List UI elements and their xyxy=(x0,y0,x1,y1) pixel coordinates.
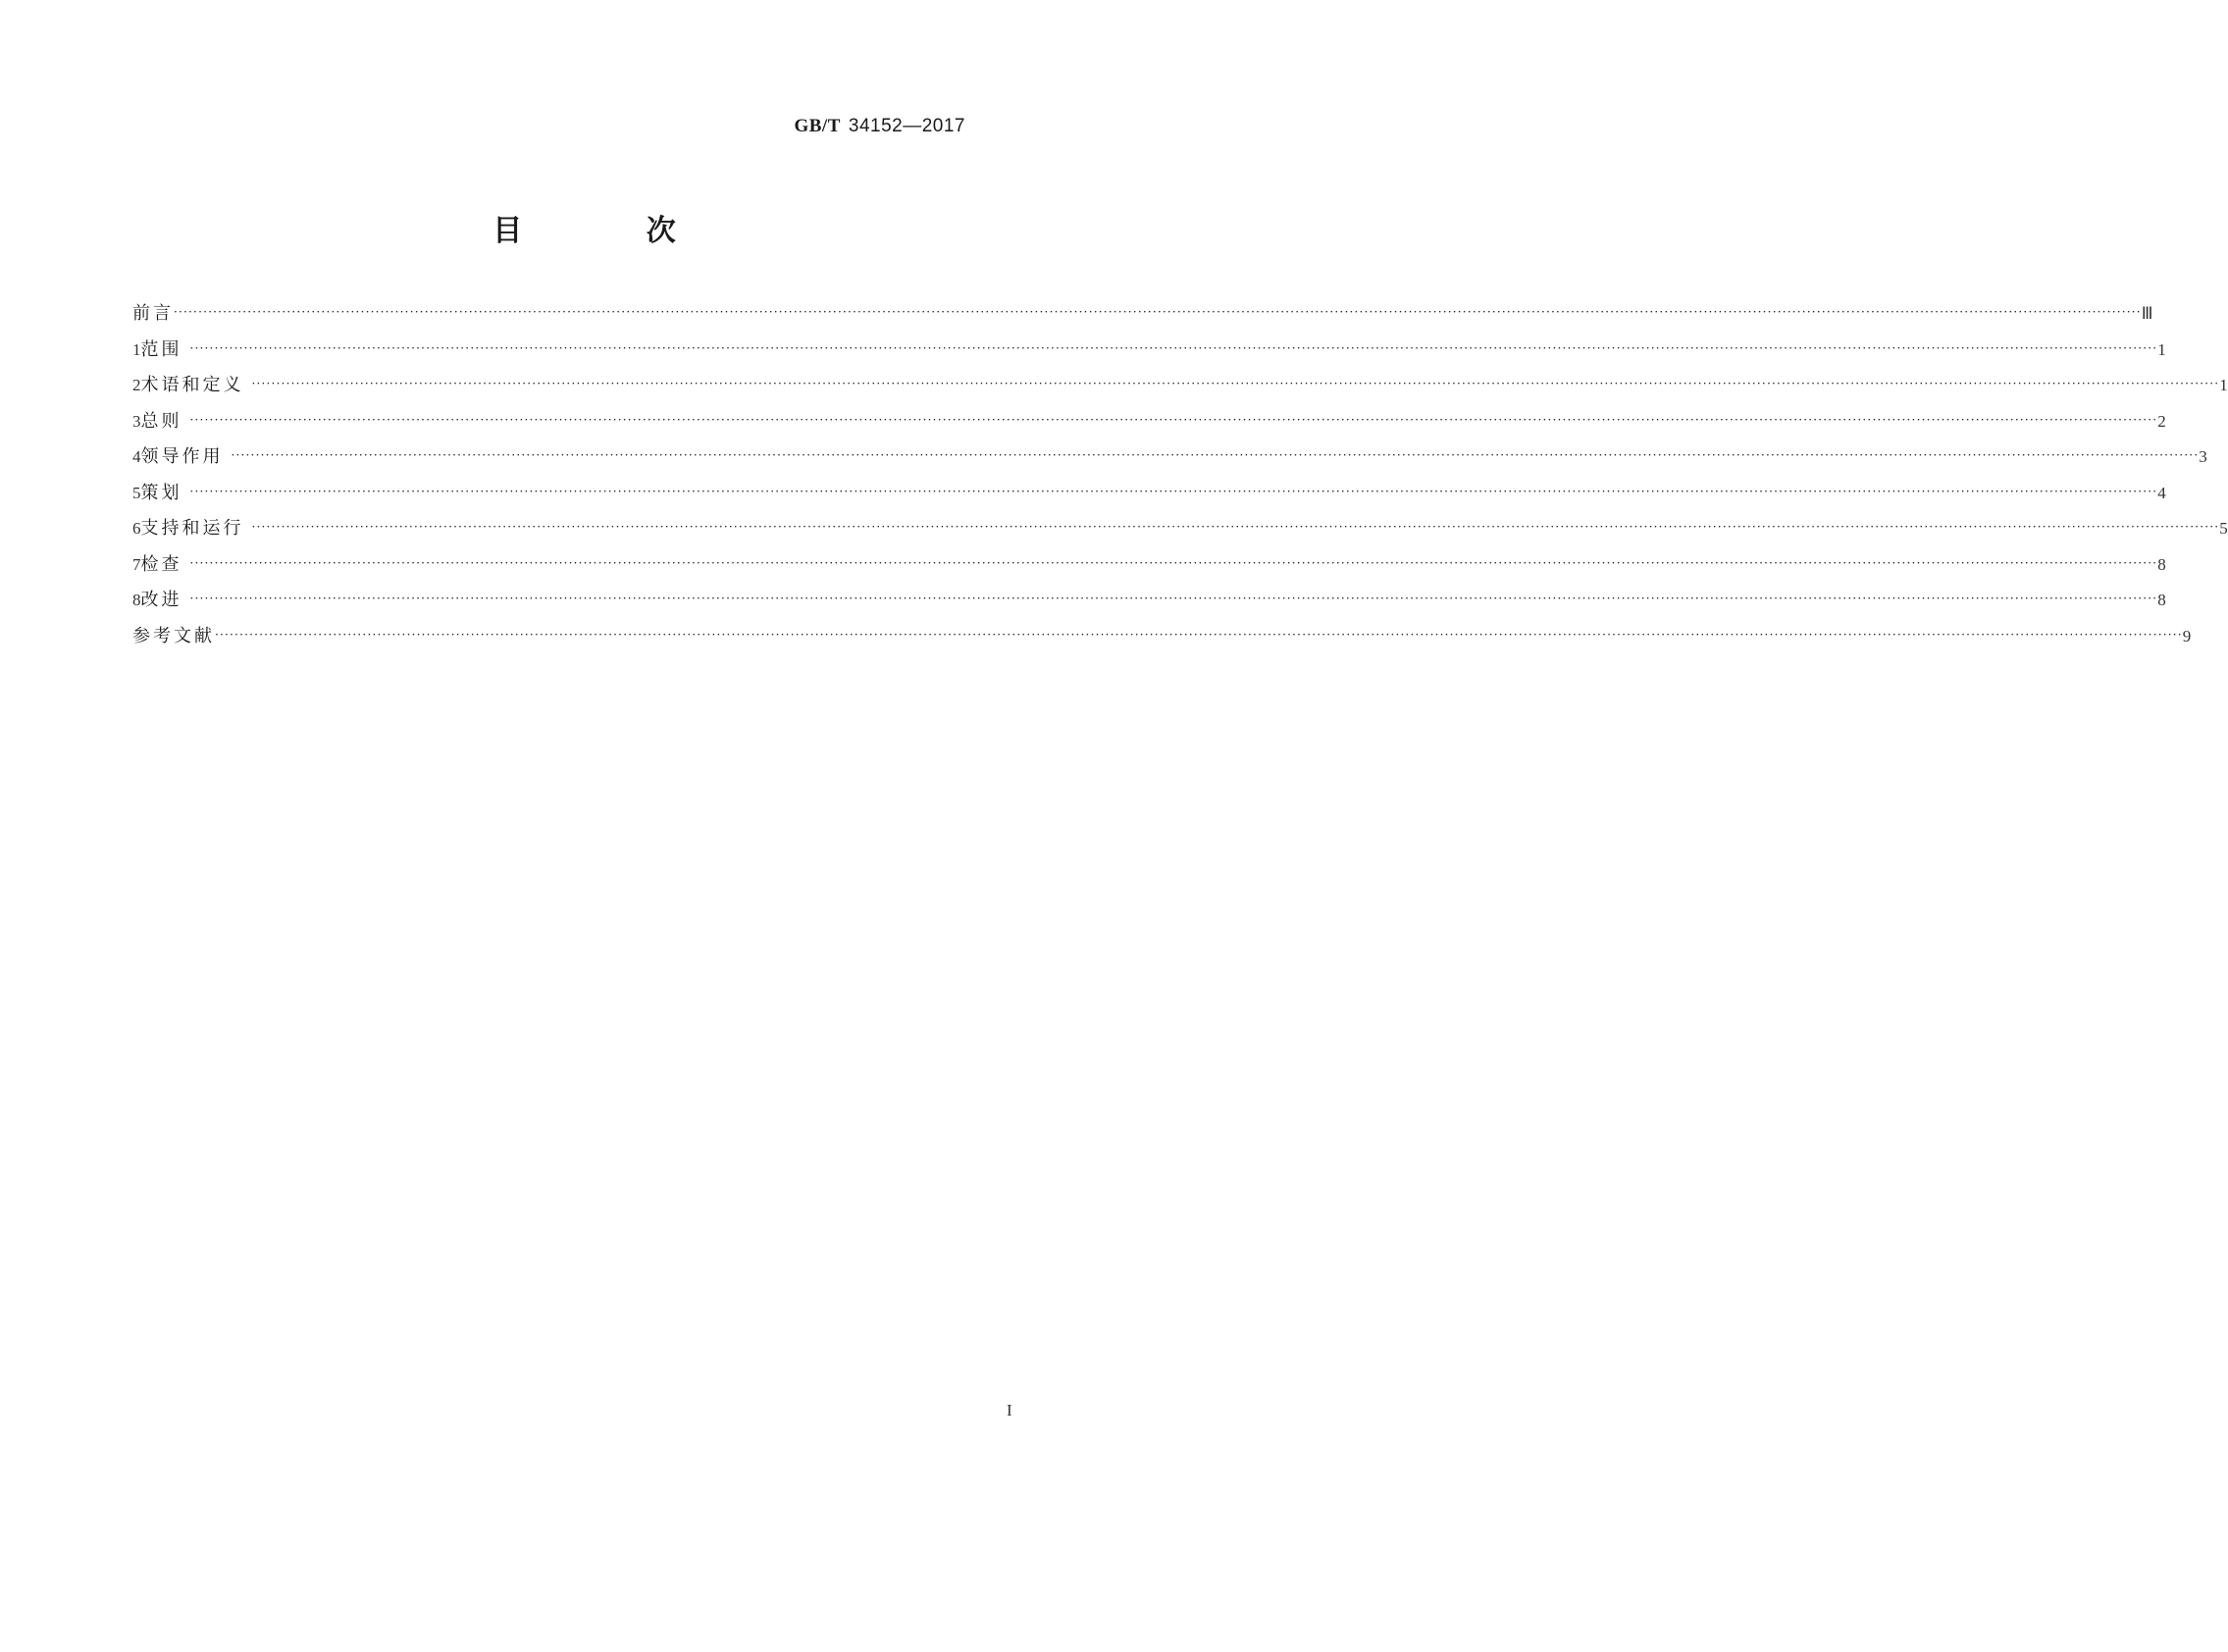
standard-number: 34152—2017 xyxy=(848,116,965,136)
toc-leader-dots: ················································································································································································································································································································································································································ xyxy=(215,627,2183,642)
toc-entry-page: 4 xyxy=(2157,483,2166,502)
toc-entry-number: 8 xyxy=(132,591,141,609)
toc-entry-page: 8 xyxy=(2157,591,2166,609)
toc-entry-label: 领导作用 xyxy=(140,446,224,467)
toc-entry-page: 1 xyxy=(2219,376,2228,394)
standard-code xyxy=(794,116,965,137)
toc-entry-label: 前言 xyxy=(132,303,174,324)
toc-entry-number: 7 xyxy=(132,554,141,574)
toc-entry-improvement[interactable] xyxy=(132,583,2166,619)
toc-leader-dots: ················································································································································································································································································································································································································ xyxy=(251,377,2220,390)
toc-entry-bibliography[interactable] xyxy=(132,619,2192,655)
toc-entry-label: 术语和定义 xyxy=(140,375,244,395)
toc-entry-label: 改进 xyxy=(140,590,182,610)
toc-leader-dots: ················································································································································································································································································································································································································ xyxy=(251,520,2220,534)
toc-entry-number: 3 xyxy=(132,411,141,431)
toc-entry-number: 2 xyxy=(132,376,141,394)
page-title: 目 次 xyxy=(492,214,733,248)
toc-entry-scope[interactable] xyxy=(132,333,2166,369)
toc-entry-label: 参考文献 xyxy=(132,625,215,646)
standard-prefix: GB/T xyxy=(794,116,841,136)
toc-leader-dots: ················································································································································································································································································································································································································ xyxy=(189,412,2158,427)
toc-entry-page: 5 xyxy=(2219,519,2228,538)
toc-entry-page: 8 xyxy=(2157,554,2166,574)
toc-entry-number: 5 xyxy=(132,483,141,502)
toc-leader-dots: ················································································································································································································································································································································································································ xyxy=(189,484,2158,498)
toc-entry-label: 策划 xyxy=(140,482,182,503)
page-number: I xyxy=(1007,1401,1012,1420)
toc-entry-terms[interactable] xyxy=(132,368,2228,404)
toc-entry-label: 总则 xyxy=(140,410,182,432)
toc-entry-foreword[interactable] xyxy=(132,296,2153,333)
toc-leader-dots: ················································································································································································································································································································································································································ xyxy=(231,448,2200,462)
toc-entry-label: 检查 xyxy=(140,553,182,575)
toc-entry-label: 支持和运行 xyxy=(140,518,244,539)
toc-leader-dots: ················································································································································································································································································································································································································ xyxy=(189,592,2158,605)
toc-leader-dots: ················································································································································································································································································································································································································ xyxy=(174,305,2142,319)
toc-entry-page: 2 xyxy=(2157,411,2166,431)
toc-entry-page: Ⅲ xyxy=(2141,304,2153,323)
toc-entry-number: 1 xyxy=(132,339,141,359)
toc-entry-number: 4 xyxy=(132,447,141,466)
toc-entry-page: 9 xyxy=(2182,626,2192,645)
toc-entry-leadership[interactable] xyxy=(132,439,2207,476)
table-of-contents xyxy=(132,296,2228,654)
toc-entry-support-operation[interactable] xyxy=(132,511,2228,547)
toc-leader-dots: ················································································································································································································································································································································································································ xyxy=(189,555,2158,570)
toc-entry-page: 1 xyxy=(2157,339,2166,359)
toc-entry-general[interactable] xyxy=(132,404,2166,440)
toc-entry-number: 6 xyxy=(132,519,141,538)
toc-entry-checking[interactable] xyxy=(132,547,2166,584)
toc-entry-page: 3 xyxy=(2199,447,2207,466)
toc-entry-planning[interactable] xyxy=(132,476,2166,512)
toc-leader-dots: ················································································································································································································································································································································································································ xyxy=(189,340,2158,355)
toc-entry-label: 范围 xyxy=(140,338,182,360)
